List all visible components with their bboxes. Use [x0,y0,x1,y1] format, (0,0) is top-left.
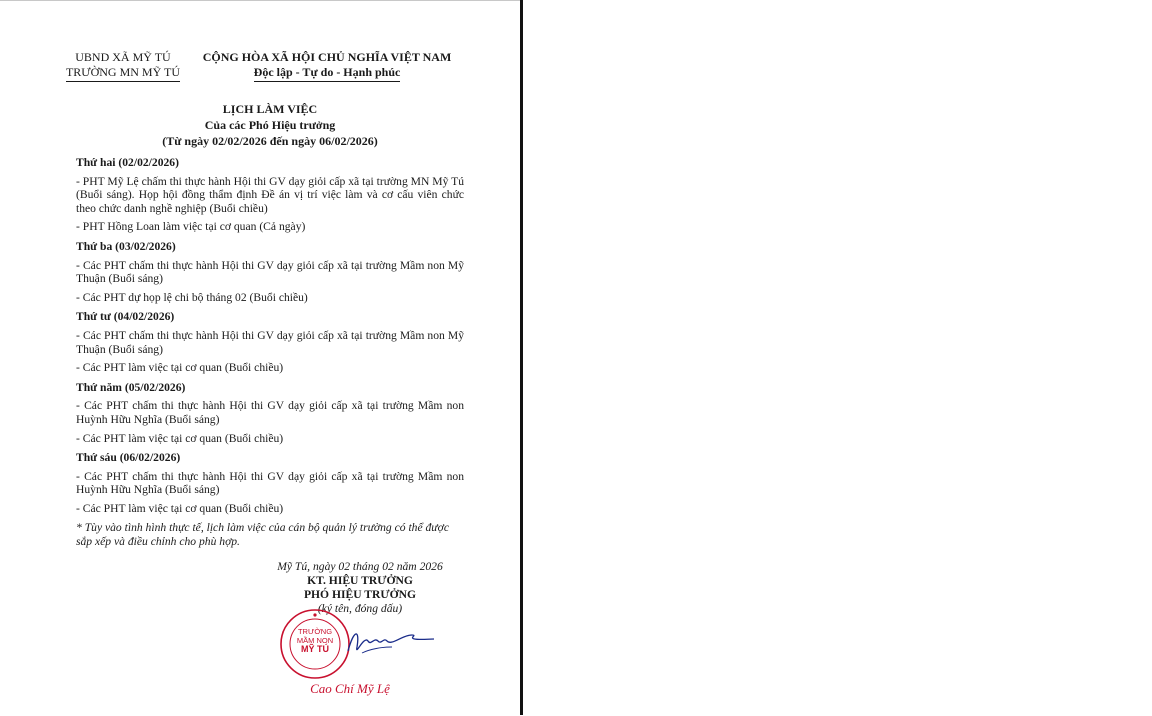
day-section [76,381,464,445]
seal-line3: MỸ TÚ [301,644,329,654]
issuer-line2: TRƯỜNG MN MỸ TÚ [66,65,180,82]
signing-date: Mỹ Tú, ngày 02 tháng 02 năm 2026 [277,560,443,573]
day-title: Thứ năm (05/02/2026) [76,380,186,394]
title-line2: Của các Phó Hiệu trưởng [204,118,336,132]
issuer-line1: UBND XÃ MỸ TÚ [75,50,171,64]
day-section [76,310,464,374]
signature-instruction: (ký tên, đóng dấu) [317,602,403,615]
day-section [76,156,464,234]
schedule-item: - Các PHT chấm thi thực hành Hội thi GV dạy giỏi cấp xã tại trường Mầm non Mỹ Thuận (Buổi sáng) [76,328,464,356]
footnote: * Tùy vào tình hình thực tế, lịch làm việc của cán bộ quản lý trường có thể được sắp xếp và điều chỉnh cho phù hợp. [76,521,449,549]
schedule-item: - Các PHT dự họp lệ chi bộ tháng 02 (Buổi chiều) [76,290,308,304]
schedule-content [76,156,464,549]
schedule-item: - Các PHT làm việc tại cơ quan (Buổi chiều) [76,431,284,445]
signature-graphic [340,623,440,663]
day-section [76,240,464,304]
seal-line1: TRƯỜNG [297,627,333,636]
handwritten-signature [340,623,440,663]
seal-line2: MẦM NON [296,636,334,645]
title-line3: (Từ ngày 02/02/2026 đến ngày 06/02/2026) [162,134,378,148]
blank-pane [523,0,1152,715]
day-title: Thứ hai (02/02/2026) [76,156,179,169]
title-line1: LỊCH LÀM VIỆC [222,102,318,116]
day-title: Thứ sáu (06/02/2026) [76,451,181,465]
document-title [120,101,420,149]
signature-title-1: KT. HIỆU TRƯỞNG [307,574,413,587]
national-title: CỘNG HÒA XÃ HỘI CHỦ NGHĨA VIỆT NAM [202,50,452,64]
national-motto: Độc lập - Tự do - Hạnh phúc [254,65,401,82]
schedule-item: - Các PHT chấm thi thực hành Hội thi GV dạy giỏi cấp xã tại trường Mầm non Huỳnh Hữu Nghĩa (Buổi sáng) [76,469,464,497]
schedule-item: - Các PHT làm việc tại cơ quan (Buổi chiều) [76,361,284,375]
signature-title-2: PHÓ HIỆU TRƯỞNG [303,588,417,601]
signer-name: Cao Chí Mỹ Lệ [310,681,390,696]
document-page [0,0,520,716]
schedule-item: - Các PHT chấm thi thực hành Hội thi GV dạy giỏi cấp xã tại trường Mầm non Mỹ Thuận (Buổi sáng) [76,258,464,286]
day-title: Thứ tư (04/02/2026) [76,310,175,324]
national-header [196,50,458,82]
schedule-item: - Các PHT chấm thi thực hành Hội thi GV dạy giỏi cấp xã tại trường Mầm non Huỳnh Hữu Nghĩa (Buổi sáng) [76,399,464,426]
schedule-item: - Các PHT làm việc tại cơ quan (Buổi chiều) [76,501,284,515]
day-title: Thứ ba (03/02/2026) [76,239,176,253]
day-section [76,451,464,515]
schedule-item: - PHT Hồng Loan làm việc tại cơ quan (Cả ngày) [76,220,306,234]
issuer-header [58,50,188,82]
schedule-item: - PHT Mỹ Lệ chấm thi thực hành Hội thi GV dạy giỏi cấp xã tại trường MN Mỹ Tú (Buổi sáng). Họp hội đồng thẩm định Đề án vị trí việc làm và cơ cấu viên chức theo chức danh nghề nghiệp (Buổi chiều) [76,174,464,215]
